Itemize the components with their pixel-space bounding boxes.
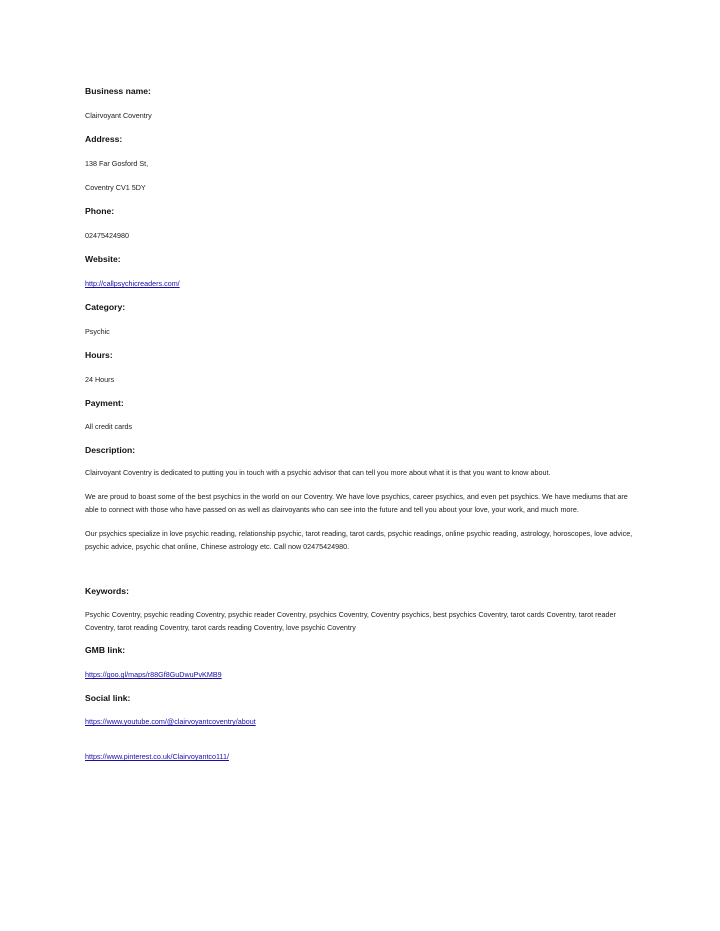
social-link-label: Social link: <box>85 693 131 703</box>
hours-label: Hours: <box>85 350 113 360</box>
gmb-link-label: GMB link: <box>85 645 126 655</box>
address-line-1: 138 Far Gosford St, <box>85 159 149 168</box>
address-line-2: Coventry CV1 5DY <box>85 183 146 192</box>
keywords-text: Psychic Coventry, psychic reading Coventry, psychic reader Coventry, psychics Coventry, Coventry psychics, best psychics Coventry, tarot cards Coventry, tarot reader Coventry, tarot reading Coventry, tarot cards reading Coventry, love psychic Coventry <box>85 610 616 632</box>
phone-value: 02475424980 <box>85 231 129 240</box>
phone-label: Phone: <box>85 206 115 216</box>
hours-value: 24 Hours <box>85 375 115 384</box>
website-link[interactable]: http://callpsychicreaders.com/ <box>85 279 180 288</box>
payment-value: All credit cards <box>85 422 133 431</box>
keywords-label: Keywords: <box>85 586 129 596</box>
youtube-link[interactable]: https://www.youtube.com/@clairvoyantcoventry/about <box>85 717 256 726</box>
description-paragraph-2: We are proud to boast some of the best psychics in the world on our Coventry. We have love psychics, career psychics, and even pet psychics. We have mediums that are able to connect with those who have passed on as well as clairvoyants who can see into the future and tell you about your love, your work, and much more. <box>85 492 628 514</box>
category-value: Psychic <box>85 327 110 336</box>
category-label: Category: <box>85 302 126 312</box>
gmb-link[interactable]: https://goo.gl/maps/r88Gf8GuDwuPvKMB9 <box>85 670 222 679</box>
description-paragraph-1: Clairvoyant Coventry is dedicated to putting you in touch with a psychic advisor that can tell you more about what it is that you want to know about. <box>85 468 551 477</box>
business-name-value: Clairvoyant Coventry <box>85 111 152 120</box>
pinterest-link[interactable]: https://www.pinterest.co.uk/Clairvoyantco111/ <box>85 752 229 761</box>
description-label: Description: <box>85 445 136 455</box>
payment-label: Payment: <box>85 398 124 408</box>
description-paragraph-3: Our psychics specialize in love psychic reading, relationship psychic, tarot reading, tarot cards, psychic readings, online psychic reading, astrology, horoscopes, love advice, psychic advice, psychic chat online, Chinese astrology etc. Call now 02475424980. <box>85 529 633 551</box>
business-name-label: Business name: <box>85 86 151 96</box>
website-label: Website: <box>85 254 121 264</box>
address-label: Address: <box>85 134 123 144</box>
